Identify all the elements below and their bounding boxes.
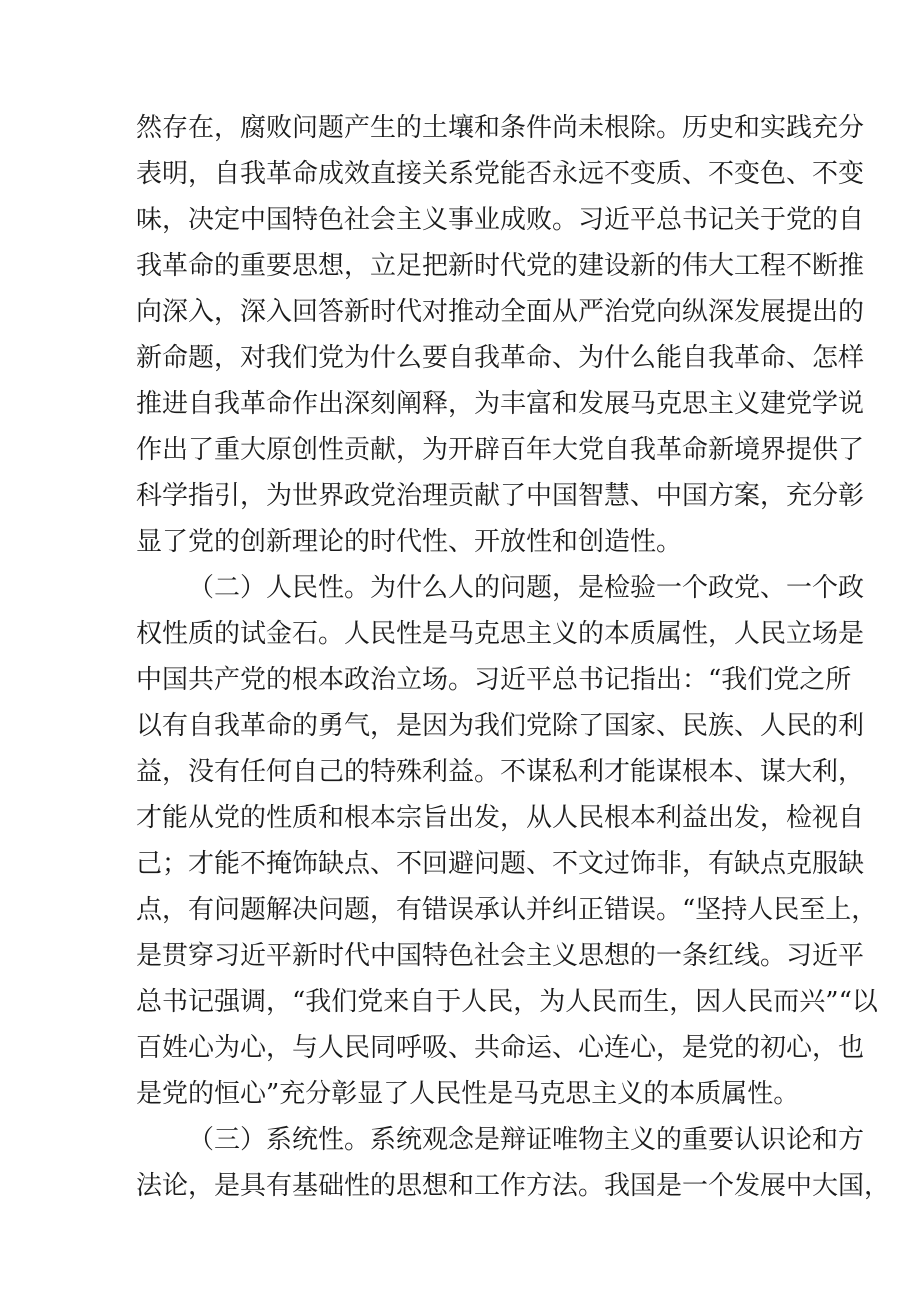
text-line: 显了党的创新理论的时代性、开放性和创造性。 bbox=[136, 527, 683, 557]
text-line: 我革命的重要思想，立足把新时代党的建设新的伟大工程不断推 bbox=[136, 251, 865, 281]
text-line: 味，决定中国特色社会主义事业成败。习近平总书记关于党的自 bbox=[136, 205, 865, 235]
text-line: 新命题，对我们党为什么要自我革命、为什么能自我革命、怎样 bbox=[136, 343, 865, 373]
text-line: 是党的恒心”充分彰显了人民性是马克思主义的本质属性。 bbox=[136, 1079, 800, 1109]
text-line: 向深入，深入回答新时代对推动全面从严治党向纵深发展提出的 bbox=[136, 297, 865, 327]
text-line: 作出了重大原创性贡献，为开辟百年大党自我革命新境界提供了 bbox=[136, 435, 865, 465]
text-line: 才能从党的性质和根本宗旨出发，从人民根本利益出发，检视自 bbox=[136, 803, 865, 833]
text-line: 法论，是具有基础性的思想和工作方法。我国是一个发展中大国， bbox=[136, 1171, 891, 1201]
text-line: 百姓心为心，与人民同呼吸、共命运、心连心，是党的初心，也 bbox=[136, 1033, 865, 1063]
text-line: 推进自我革命作出深刻阐释，为丰富和发展马克思主义建党学说 bbox=[136, 389, 865, 419]
text-line: 是贯穿习近平新时代中国特色社会主义思想的一条红线。习近平 bbox=[136, 941, 865, 971]
text-line: 以有自我革命的勇气，是因为我们党除了国家、民族、人民的利 bbox=[136, 711, 865, 741]
paragraph-3-heading-line: （三）系统性。系统观念是辩证唯物主义的重要认识论和方 bbox=[188, 1125, 865, 1155]
text-line: 总书记强调，“我们党来自于人民，为人民而生，因人民而兴”“以 bbox=[136, 987, 878, 1017]
text-line: 点，有问题解决问题，有错误承认并纠正错误。“坚持人民至上， bbox=[136, 895, 878, 925]
text-line: 表明，自我革命成效直接关系党能否永远不变质、不变色、不变 bbox=[136, 159, 865, 189]
text-line: 己；才能不掩饰缺点、不回避问题、不文过饰非，有缺点克服缺 bbox=[136, 849, 865, 879]
text-line: 科学指引，为世界政党治理贡献了中国智慧、中国方案，充分彰 bbox=[136, 481, 865, 511]
text-line: 中国共产党的根本政治立场。习近平总书记指出：“我们党之所 bbox=[136, 665, 852, 695]
text-line: 权性质的试金石。人民性是马克思主义的本质属性，人民立场是 bbox=[136, 619, 865, 649]
paragraph-2-heading-line: （二）人民性。为什么人的问题，是检验一个政党、一个政 bbox=[188, 573, 865, 603]
text-line: 益，没有任何自己的特殊利益。不谋私利才能谋根本、谋大利， bbox=[136, 757, 865, 787]
text-line: 然存在，腐败问题产生的土壤和条件尚未根除。历史和实践充分 bbox=[136, 113, 865, 143]
